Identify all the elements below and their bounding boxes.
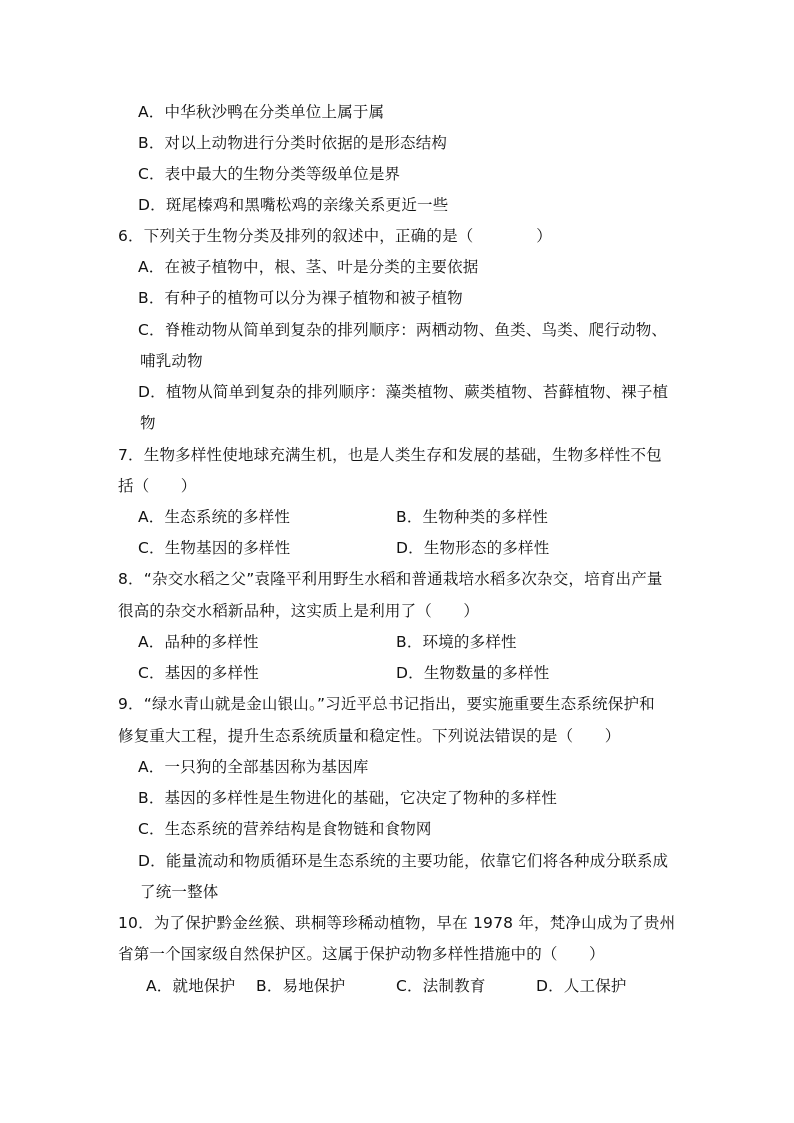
q9-option-c: C．生态系统的营养结构是食物链和食物网 xyxy=(138,820,432,838)
q5-option-b: B．对以上动物进行分类时依据的是形态结构 xyxy=(138,134,448,152)
q5-option-c: C．表中最大的生物分类等级单位是界 xyxy=(138,165,401,183)
q10-stem-line1: 10．为了保护黔金丝猴、珙桐等珍稀动植物，早在 1978 年，梵净山成为了贵州 xyxy=(118,914,676,932)
q7-stem-line2: 括（ ） xyxy=(118,477,197,495)
q6-option-c-continued: 哺乳动物 xyxy=(140,352,203,370)
q7-option-b: B．生物种类的多样性 xyxy=(396,508,549,526)
q9-stem-line1: 9．“绿水青山就是金山银山。”习近平总书记指出，要实施重要生态系统保护和 xyxy=(118,695,655,713)
q10-option-a: A．就地保护 xyxy=(146,977,236,995)
q7-option-c: C．生物基因的多样性 xyxy=(138,539,291,557)
q8-option-d: D．生物数量的多样性 xyxy=(396,664,550,682)
q6-option-c: C．脊椎动物从简单到复杂的排列顺序：两栖动物、鱼类、鸟类、爬行动物、 xyxy=(138,321,668,339)
q7-option-d: D．生物形态的多样性 xyxy=(396,539,550,557)
q7-stem-line1: 7．生物多样性使地球充满生机，也是人类生存和发展的基础，生物多样性不包 xyxy=(118,446,662,464)
q9-option-a: A．一只狗的全部基因称为基因库 xyxy=(138,758,369,776)
q8-option-b: B．环境的多样性 xyxy=(396,633,517,651)
q8-stem-line1: 8．“杂交水稻之父”袁隆平利用野生水稻和普通栽培水稻多次杂交，培育出产量 xyxy=(118,570,663,588)
q9-option-d-continued: 了统一整体 xyxy=(140,883,219,901)
q10-option-c: C．法制教育 xyxy=(396,977,486,995)
q8-stem-line2: 很高的杂交水稻新品种，这实质上是利用了（ ） xyxy=(118,602,480,620)
q10-option-b: B．易地保护 xyxy=(256,977,346,995)
q10-option-d: D．人工保护 xyxy=(536,977,627,995)
q6-stem: 6．下列关于生物分类及排列的叙述中，正确的是（ ） xyxy=(118,227,552,245)
q6-option-d-continued: 物 xyxy=(140,414,156,432)
q7-option-a: A．生态系统的多样性 xyxy=(138,508,291,526)
q6-option-b: B．有种子的植物可以分为裸子植物和被子植物 xyxy=(138,289,463,307)
q6-option-d: D．植物从简单到复杂的排列顺序：藻类植物、蕨类植物、苔藓植物、裸子植 xyxy=(138,383,669,401)
q9-option-b: B．基因的多样性是生物进化的基础，它决定了物种的多样性 xyxy=(138,789,558,807)
q5-option-d: D．斑尾榛鸡和黑嘴松鸡的亲缘关系更近一些 xyxy=(138,196,449,214)
q6-option-a: A．在被子植物中，根、茎、叶是分类的主要依据 xyxy=(138,258,479,276)
q5-option-a: A．中华秋沙鸭在分类单位上属于属 xyxy=(138,103,385,121)
q9-stem-line2: 修复重大工程，提升生态系统质量和稳定性。下列说法错误的是（ ） xyxy=(118,727,621,745)
q9-option-d: D．能量流动和物质循环是生态系统的主要功能，依靠它们将各种成分联系成 xyxy=(138,852,669,870)
q8-option-a: A．品种的多样性 xyxy=(138,633,259,651)
q10-stem-line2: 省第一个国家级自然保护区。这属于保护动物多样性措施中的（ ） xyxy=(118,945,605,963)
q8-option-c: C．基因的多样性 xyxy=(138,664,259,682)
